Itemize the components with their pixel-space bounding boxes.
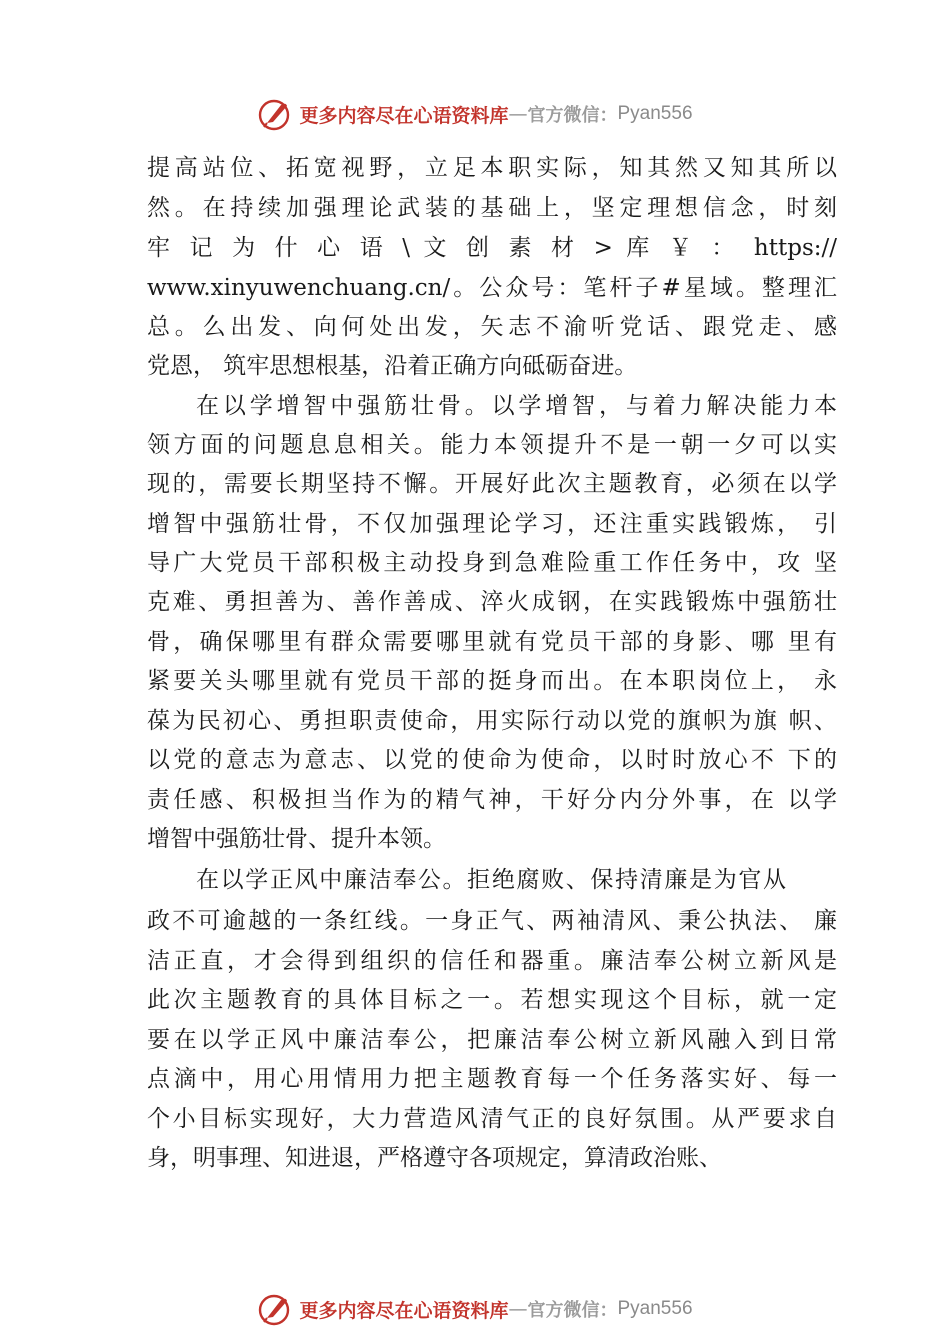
text-line: 洁正直，才会得到组织的信任和器重。廉洁奉公树立新风是 [147, 948, 837, 974]
quill-pen-logo-icon [257, 96, 293, 132]
banner-wechat-id: Pyan556 [617, 1298, 693, 1319]
quill-pen-logo-icon [257, 1291, 293, 1327]
text-line: 葆为民初心、勇担职责使命，用实际行动以党的旗帜为旗 帜、 [147, 708, 837, 734]
text-line: 身，明事理、知进退，严格遵守各项规定，算清政治账、 [147, 1145, 722, 1171]
banner-wechat-label: 官方微信： [527, 1300, 618, 1321]
text-line: 牢 记 为 什 心 语 \ 文 创 素 材 > 库 ￥ ： https:// [147, 235, 837, 261]
paragraph-first-line: 在以学正风中廉洁奉公。拒绝腐败、保持清廉是为官从 [196, 867, 786, 893]
text-line: 点滴中，用心用情用力把主题教育每一个任务落实好、每一 [147, 1066, 837, 1092]
banner-wechat-id: Pyan556 [617, 103, 693, 124]
banner-wechat-label: 官方微信： [527, 105, 618, 126]
text-line: 克难、勇担善为、善作善成、淬火成钢，在实践锻炼中强筋壮 [147, 589, 837, 615]
text-line: www.xinyuwenchuang.cn/。公众号：笔杆子#星域。整理汇 [147, 275, 837, 301]
text-line: 党恩， 筑牢思想根基，沿着正确方向砥砺奋进。 [147, 353, 638, 379]
text-line: 此次主题教育的具体目标之一。若想实现这个目标，就一定 [147, 987, 837, 1013]
text-line: 责任感、积极担当作为的精气神，干好分内分外事，在 以学 [147, 787, 837, 813]
text-line: 增智中强筋壮骨，不仅加强理论学习，还注重实践锻炼， 引 [147, 511, 837, 537]
banner-separator: — [508, 1298, 528, 1320]
text-line: 现的，需要长期坚持不懈。开展好此次主题教育，必须在以学 [147, 471, 837, 497]
text-line: 增智中强筋壮骨、提升本领。 [147, 826, 446, 852]
banner-title: 更多内容尽在心语资料库 [299, 1299, 509, 1322]
text-line: 领方面的问题息息相关。能力本领提升不是一朝一夕可以实 [147, 432, 837, 458]
text-line: 紧要关头哪里就有党员干部的挺身而出。在本职岗位上， 永 [147, 668, 837, 694]
text-line: 政不可逾越的一条红线。一身正气、两袖清风、秉公执法、 廉 [147, 908, 837, 934]
text-line: 个小目标实现好，大力营造风清气正的良好氛围。从严要求自 [147, 1106, 837, 1132]
text-line: 骨，确保哪里有群众需要哪里就有党员干部的身影、哪 里有 [147, 629, 837, 655]
text-line: 然。在持续加强理论武装的基础上，坚定理想信念，时刻 [147, 195, 837, 221]
text-line: 以党的意志为意志、以党的使命为使命，以时时放心不 下的 [147, 747, 837, 773]
banner-title: 更多内容尽在心语资料库 [299, 104, 509, 127]
paragraph-first-line: 在以学增智中强筋壮骨。以学增智，与着力解决能力本 [196, 393, 837, 419]
text-line: 要在以学正风中廉洁奉公，把廉洁奉公树立新风融入到日常 [147, 1027, 837, 1053]
header-banner [0, 92, 950, 136]
text-line: 总。么出发、向何处出发，矢志不渝听党话、跟党走、感 [147, 314, 837, 340]
text-line: 导广大党员干部积极主动投身到急难险重工作任务中，攻 坚 [147, 550, 837, 576]
footer-banner [0, 1287, 950, 1331]
banner-separator: — [508, 103, 528, 125]
text-line: 提高站位、拓宽视野，立足本职实际，知其然又知其所以 [147, 155, 837, 181]
